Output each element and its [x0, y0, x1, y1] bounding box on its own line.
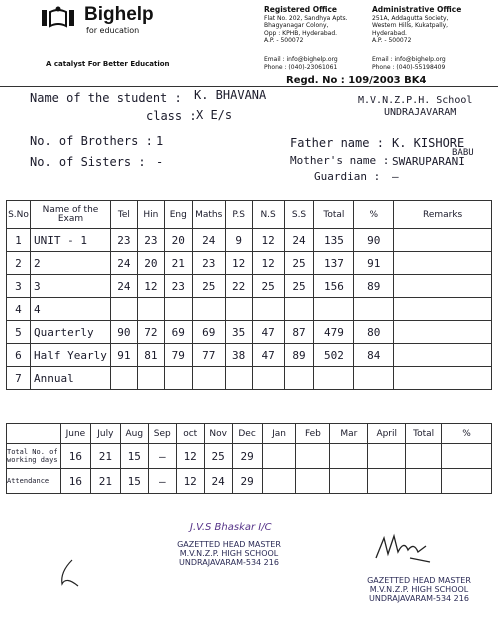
table-cell: 69 [164, 321, 192, 344]
col-header: % [354, 201, 394, 229]
table-cell [296, 444, 330, 469]
table-cell [284, 298, 314, 321]
table-cell: 12 [252, 229, 284, 252]
table-cell [252, 367, 284, 390]
table-cell: 24 [192, 229, 225, 252]
father-name-cont: BABU [452, 148, 474, 158]
table-cell: Total No. of working days [7, 444, 61, 469]
table-cell: 89 [284, 344, 314, 367]
col-header: Remarks [394, 201, 492, 229]
col-header: Eng [164, 201, 192, 229]
table-cell: 80 [354, 321, 394, 344]
brothers-label: No. of Brothers : [30, 134, 153, 148]
sisters-label: No. of Sisters : [30, 155, 146, 169]
table-cell: 16 [60, 444, 90, 469]
father-label: Father name : [290, 136, 384, 150]
table-cell: 25 [252, 275, 284, 298]
table-cell: 156 [314, 275, 354, 298]
col-header: P.S [225, 201, 252, 229]
table-cell [252, 298, 284, 321]
col-header: Aug [120, 424, 148, 444]
table-cell: 89 [354, 275, 394, 298]
class-label: class : [146, 109, 197, 123]
mother-label: Mother's name : [290, 154, 390, 167]
table-cell [442, 444, 492, 469]
table-cell [394, 367, 492, 390]
table-cell [262, 444, 296, 469]
sisters-value: - [156, 155, 164, 169]
col-header: Feb [296, 424, 330, 444]
col-header: April [368, 424, 406, 444]
table-cell [110, 298, 137, 321]
phone-text: Phone : (040)-55198409 [372, 63, 446, 71]
table-cell: 25 [192, 275, 225, 298]
marks-row [7, 229, 492, 252]
table-cell: 20 [137, 252, 164, 275]
registered-office-title: Registered Office [264, 5, 337, 14]
table-cell [137, 367, 164, 390]
table-cell: 2 [30, 252, 110, 275]
stamp-line: M.V.N.Z.P. HIGH SCHOOL [369, 585, 469, 594]
tagline: A catalyst For Better Education [46, 60, 170, 68]
col-header: % [442, 424, 492, 444]
table-cell [354, 298, 394, 321]
table-cell: 24 [110, 275, 137, 298]
table-cell [192, 367, 225, 390]
table-cell: Half Yearly [30, 344, 110, 367]
table-cell: 9 [225, 229, 252, 252]
col-header: July [90, 424, 120, 444]
table-cell: 23 [164, 275, 192, 298]
marks-header-row [7, 201, 492, 229]
registered-line: Flat No. 202, Sandhya Apts. [264, 14, 348, 22]
table-cell: 1 [7, 229, 31, 252]
col-header: Hin [137, 201, 164, 229]
col-header: Dec [232, 424, 262, 444]
table-cell [225, 367, 252, 390]
school-name: M.V.N.Z.P.H. School [358, 95, 473, 106]
table-cell: 79 [164, 344, 192, 367]
table-cell [394, 229, 492, 252]
registered-line: Bhagyanagar Colony, [264, 22, 329, 29]
col-header: June [60, 424, 90, 444]
signature-scribble [52, 556, 82, 592]
col-header: S.S [284, 201, 314, 229]
marks-row [7, 252, 492, 275]
table-cell: 6 [7, 344, 31, 367]
table-cell: 29 [232, 444, 262, 469]
table-cell: 25 [284, 252, 314, 275]
table-cell: 20 [164, 229, 192, 252]
table-cell: 4 [30, 298, 110, 321]
table-cell [284, 367, 314, 390]
table-cell: Annual [30, 367, 110, 390]
marks-row [7, 275, 492, 298]
marks-row [7, 321, 492, 344]
table-cell [442, 469, 492, 494]
table-cell: 91 [110, 344, 137, 367]
table-cell: 12 [252, 252, 284, 275]
marks-row [7, 367, 492, 390]
contact-right [372, 56, 446, 71]
administrative-office [372, 6, 461, 45]
table-cell: 5 [7, 321, 31, 344]
headmaster-stamp-left [154, 540, 304, 567]
table-cell [368, 444, 406, 469]
table-cell: 15 [120, 444, 148, 469]
table-cell: 21 [164, 252, 192, 275]
table-cell: 12 [176, 444, 204, 469]
table-cell: 21 [90, 469, 120, 494]
registered-line: A.P. - 500072 [264, 37, 304, 44]
table-cell: 137 [314, 252, 354, 275]
table-cell: UNIT - 1 [30, 229, 110, 252]
table-cell: 91 [354, 252, 394, 275]
marks-row [7, 298, 492, 321]
table-cell [164, 298, 192, 321]
table-cell [406, 444, 442, 469]
student-name: K. BHAVANA [194, 88, 267, 102]
attendance-table [6, 423, 492, 494]
table-cell [406, 469, 442, 494]
mother-name: SWARUPARANI [392, 155, 465, 168]
table-cell: 35 [225, 321, 252, 344]
administrative-line: 251A, Addagutta Society, [372, 14, 449, 22]
contact-left [264, 56, 338, 71]
table-cell: 90 [110, 321, 137, 344]
table-cell: 4 [7, 298, 31, 321]
brand-subtitle: for education [86, 26, 140, 35]
table-cell: 16 [60, 469, 90, 494]
col-header: Sep [148, 424, 176, 444]
email-text: Email : info@bighelp.org [372, 56, 446, 63]
table-cell: 72 [137, 321, 164, 344]
col-header [7, 424, 61, 444]
table-cell [164, 367, 192, 390]
brothers-value: 1 [156, 134, 164, 148]
col-header: Name of the Exam [30, 201, 110, 229]
table-cell: 21 [90, 444, 120, 469]
table-cell [394, 298, 492, 321]
col-header: Jan [262, 424, 296, 444]
table-cell [394, 321, 492, 344]
table-cell: 7 [7, 367, 31, 390]
table-cell: 3 [7, 275, 31, 298]
student-name-label: Name of the student : [30, 91, 182, 105]
table-cell: 47 [252, 344, 284, 367]
table-cell [330, 444, 368, 469]
guardian-value: — [392, 170, 399, 183]
table-cell [354, 367, 394, 390]
table-cell: 23 [137, 229, 164, 252]
col-header: Total [314, 201, 354, 229]
table-cell: 12 [225, 252, 252, 275]
col-header: Total [406, 424, 442, 444]
table-cell [368, 469, 406, 494]
col-header: oct [176, 424, 204, 444]
table-cell [330, 469, 368, 494]
attendance-header-row [7, 424, 492, 444]
table-cell: — [148, 469, 176, 494]
stamp-line: UNDRAJAVARAM-534 216 [369, 594, 469, 603]
table-cell: 81 [137, 344, 164, 367]
table-cell: 77 [192, 344, 225, 367]
table-cell: 135 [314, 229, 354, 252]
col-header: Maths [192, 201, 225, 229]
headmaster-stamp-right [344, 576, 494, 603]
class-value: X E/s [196, 108, 233, 122]
stamp-line: UNDRAJAVARAM-534 216 [179, 558, 279, 567]
attendance-row [7, 469, 492, 494]
col-header: Mar [330, 424, 368, 444]
table-cell [110, 367, 137, 390]
registered-line: Opp : KPHB, Hyderabad. [264, 29, 338, 37]
registration-number: Regd. No : 109/2003 BK4 [286, 75, 427, 86]
table-cell: 2 [7, 252, 31, 275]
table-cell [296, 469, 330, 494]
table-cell [262, 469, 296, 494]
marks-row [7, 344, 492, 367]
table-cell [314, 298, 354, 321]
administrative-line: A.P. - 500072 [372, 37, 412, 44]
table-cell: 12 [176, 469, 204, 494]
stamp-line: GAZETTED HEAD MASTER [367, 576, 471, 585]
table-cell: 24 [204, 469, 232, 494]
table-cell: 22 [225, 275, 252, 298]
table-cell [394, 275, 492, 298]
table-cell: 90 [354, 229, 394, 252]
table-cell: 24 [284, 229, 314, 252]
table-cell [192, 298, 225, 321]
bighelp-logo-icon [40, 6, 76, 28]
col-header: N.S [252, 201, 284, 229]
table-cell: Attendance [7, 469, 61, 494]
table-cell: 24 [110, 252, 137, 275]
table-cell [314, 367, 354, 390]
table-cell: 84 [354, 344, 394, 367]
table-cell: 47 [252, 321, 284, 344]
guardian-label: Guardian : [314, 170, 381, 183]
table-cell: 15 [120, 469, 148, 494]
stamp-line: M.V.N.Z.P. HIGH SCHOOL [179, 549, 279, 558]
email-text: Email : info@bighelp.org [264, 56, 338, 63]
table-cell: 23 [192, 252, 225, 275]
administrative-office-title: Administrative Office [372, 5, 462, 14]
table-cell: 29 [232, 469, 262, 494]
table-cell: 25 [284, 275, 314, 298]
col-header: Tel [110, 201, 137, 229]
father-name: K. KISHORE [392, 136, 465, 150]
table-cell: 87 [284, 321, 314, 344]
school-place: UNDRAJAVARAM [384, 107, 457, 118]
table-cell [225, 298, 252, 321]
table-cell: 25 [204, 444, 232, 469]
headmaster-signature: J.V.S Bhaskar I/C [190, 522, 272, 533]
col-header: Nov [204, 424, 232, 444]
col-header: S.No [7, 201, 31, 229]
table-cell: — [148, 444, 176, 469]
brand-name: Bighelp [84, 4, 154, 25]
headmaster-signature-scribble [370, 528, 440, 572]
stamp-line: GAZETTED HEAD MASTER [177, 540, 281, 549]
table-cell: 479 [314, 321, 354, 344]
table-cell: 23 [110, 229, 137, 252]
table-cell [394, 344, 492, 367]
attendance-row [7, 444, 492, 469]
table-cell: 502 [314, 344, 354, 367]
table-cell: 3 [30, 275, 110, 298]
table-cell [137, 298, 164, 321]
phone-text: Phone : (040)-23061061 [264, 63, 338, 71]
table-cell: 12 [137, 275, 164, 298]
table-cell: 69 [192, 321, 225, 344]
table-cell: 38 [225, 344, 252, 367]
registered-office [264, 6, 348, 45]
table-cell: Quarterly [30, 321, 110, 344]
administrative-line: Western Hills, Kukatpally, [372, 22, 449, 29]
marks-table [6, 200, 492, 390]
header-divider [0, 86, 498, 87]
administrative-line: Hyderabad. [372, 29, 407, 37]
table-cell [394, 252, 492, 275]
